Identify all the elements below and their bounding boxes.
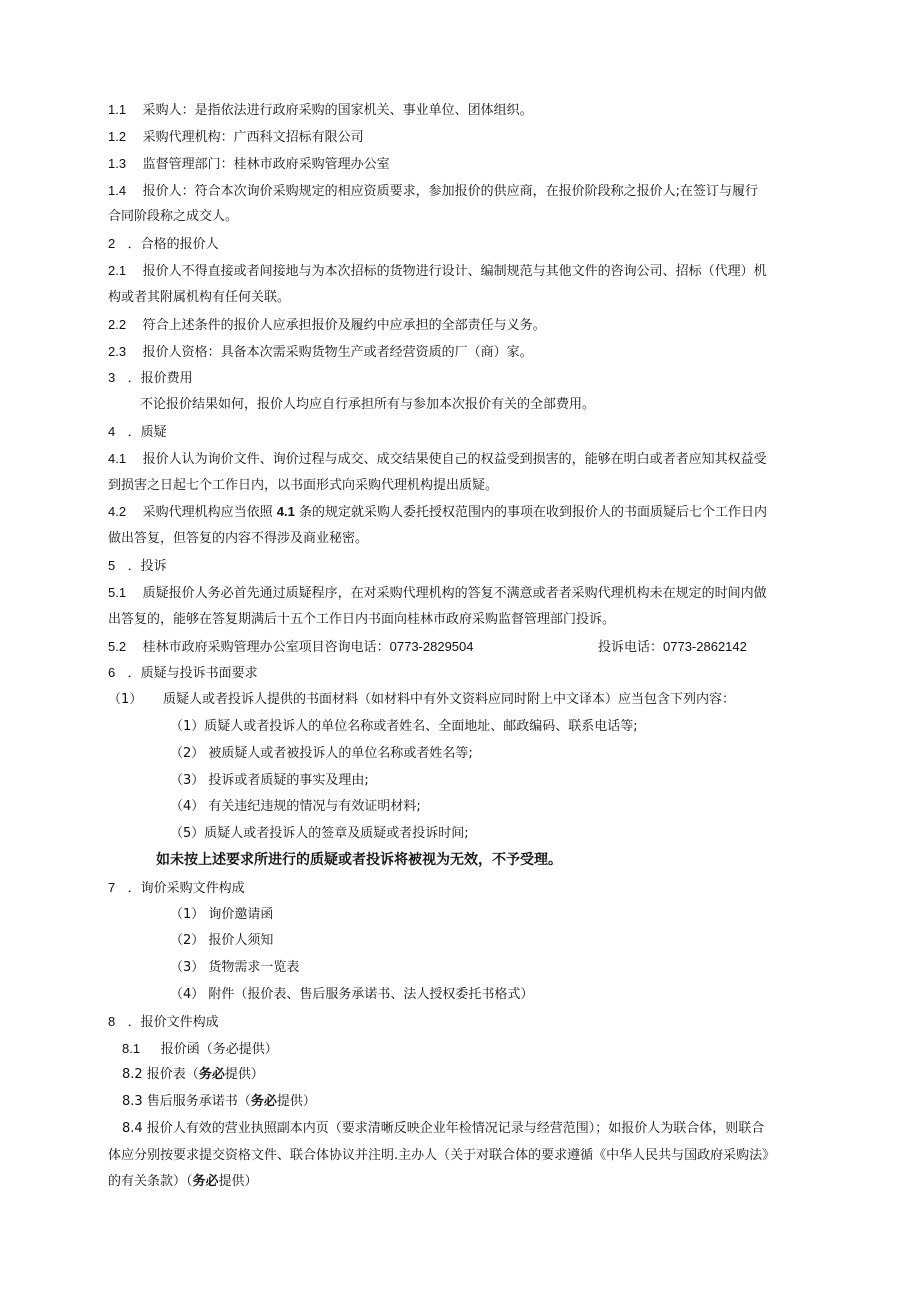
clause-6-item-4: （4） 有关违纪违规的情况与有效证明材料; [170,799,421,814]
heading-4: 4 ．质疑 [108,424,167,440]
clause-1-1: 1.1 采购人：是指依法进行政府采购的国家机关、事业单位、团体组织。 [108,102,533,118]
clause-6-note: 如未按上述要求所进行的质疑或者投诉将被视为无效，不予受理。 [156,852,562,868]
complaint-phone: 投诉电话：0773-2862142 [598,639,747,655]
clause-8-4: 8.4 报价人有效的营业执照副本内页（要求清晰反映企业年检情况记录与经营范围）；如报价人为联合体，则联合 [122,1121,765,1136]
clause-6-item-5: （5）质疑人或者投诉人的签章及质疑或者投诉时间; [170,826,469,841]
clause-8-3: 8.3 售后服务承诺书（务必提供） [122,1094,316,1109]
clause-8-4-cont-1: 体应分别按要求提交资格文件、联合体协议并注明.主办人（关于对联合体的要求遵循《中华人民共与国政府采购法》 [108,1148,776,1163]
heading-8: 8 ．报价文件构成 [108,1014,219,1030]
clause-1-3: 1.3 监督管理部门：桂林市政府采购管理办公室 [108,156,390,172]
clause-6-main: （1） 质疑人或者投诉人提供的书面材料（如材料中有外文资料应同时附上中文译本）应当包含下列内容： [108,692,735,707]
clause-8-4-cont-2: 的有关条款）（务必提供） [108,1174,258,1189]
clause-4-2-cont: 做出答复，但答复的内容不得涉及商业秘密。 [108,531,369,546]
heading-7: 7 ．询价采购文件构成 [108,880,245,896]
clause-4-2: 4.2 采购代理机构应当依照 4.1 条的规定就采购人委托授权范围内的事项在收到报价人的书面质疑后七个工作日内 [108,504,767,520]
clause-1-2: 1.2 采购代理机构：广西科文招标有限公司 [108,129,364,145]
clause-6-item-2: （2） 被质疑人或者被投诉人的单位名称或者姓名等; [170,746,473,761]
clause-4-1: 4.1 报价人认为询价文件、询价过程与成交、成交结果使自己的权益受到损害的，能够在明白或者者应知其权益受 [108,451,767,467]
clause-1-4-cont: 合同阶段称之成交人。 [108,209,239,224]
clause-5-1-cont: 出答复的，能够在答复期满后十五个工作日内书面向桂林市政府采购监督管理部门投诉。 [108,612,616,627]
heading-3: 3 ．报价费用 [108,370,193,386]
clause-6-item-1: （1）质疑人或者投诉人的单位名称或者姓名、全面地址、邮政编码、联系电话等; [170,719,638,734]
clause-2-1-cont: 构或者其附属机构有任何关联。 [108,290,291,305]
clause-2-2: 2.2 符合上述条件的报价人应承担报价及履约中应承担的全部责任与义务。 [108,317,546,333]
clause-1-4: 1.4 报价人：符合本次询价采购规定的相应资质要求，参加报价的供应商，在报价阶段称之报价人;在签订与履行 [108,183,758,199]
heading-6: 6 ．质疑与投诉书面要求 [108,665,258,681]
clause-2-3: 2.3 报价人资格：具备本次需采购货物生产或者经营资质的厂（商）家。 [108,344,533,360]
clause-7-item-3: （3） 货物需求一览表 [170,960,300,975]
clause-2-1: 2.1 报价人不得直接或者间接地与为本次招标的货物进行设计、编制规范与其他文件的咨询公司、招标（代理）机 [108,263,767,279]
clause-5-1: 5.1 质疑报价人务必首先通过质疑程序，在对采购代理机构的答复不满意或者者采购代理机构未在规定的时间内做 [108,585,767,601]
clause-8-1: 8.1 报价函（务必提供） [122,1041,278,1057]
clause-5-2: 5.2 桂林市政府采购管理办公室项目咨询电话：0773-2829504 [108,639,474,655]
clause-6-item-3: （3） 投诉或者质疑的事实及理由; [170,773,369,788]
clause-7-item-4: （4） 附件（报价表、售后服务承诺书、法人授权委托书格式） [170,987,534,1002]
clause-3-body: 不论报价结果如何，报价人均应自行承担所有与参加本次报价有关的全部费用。 [140,397,596,412]
clause-7-item-2: （2） 报价人须知 [170,933,274,948]
clause-7-item-1: （1） 询价邀请函 [170,907,274,922]
heading-2: 2 ．合格的报价人 [108,236,219,252]
clause-4-1-cont: 到损害之日起七个工作日内，以书面形式向采购代理机构提出质疑。 [108,478,499,493]
clause-8-2: 8.2 报价表（务必提供） [122,1067,264,1082]
heading-5: 5 ．投诉 [108,558,167,574]
